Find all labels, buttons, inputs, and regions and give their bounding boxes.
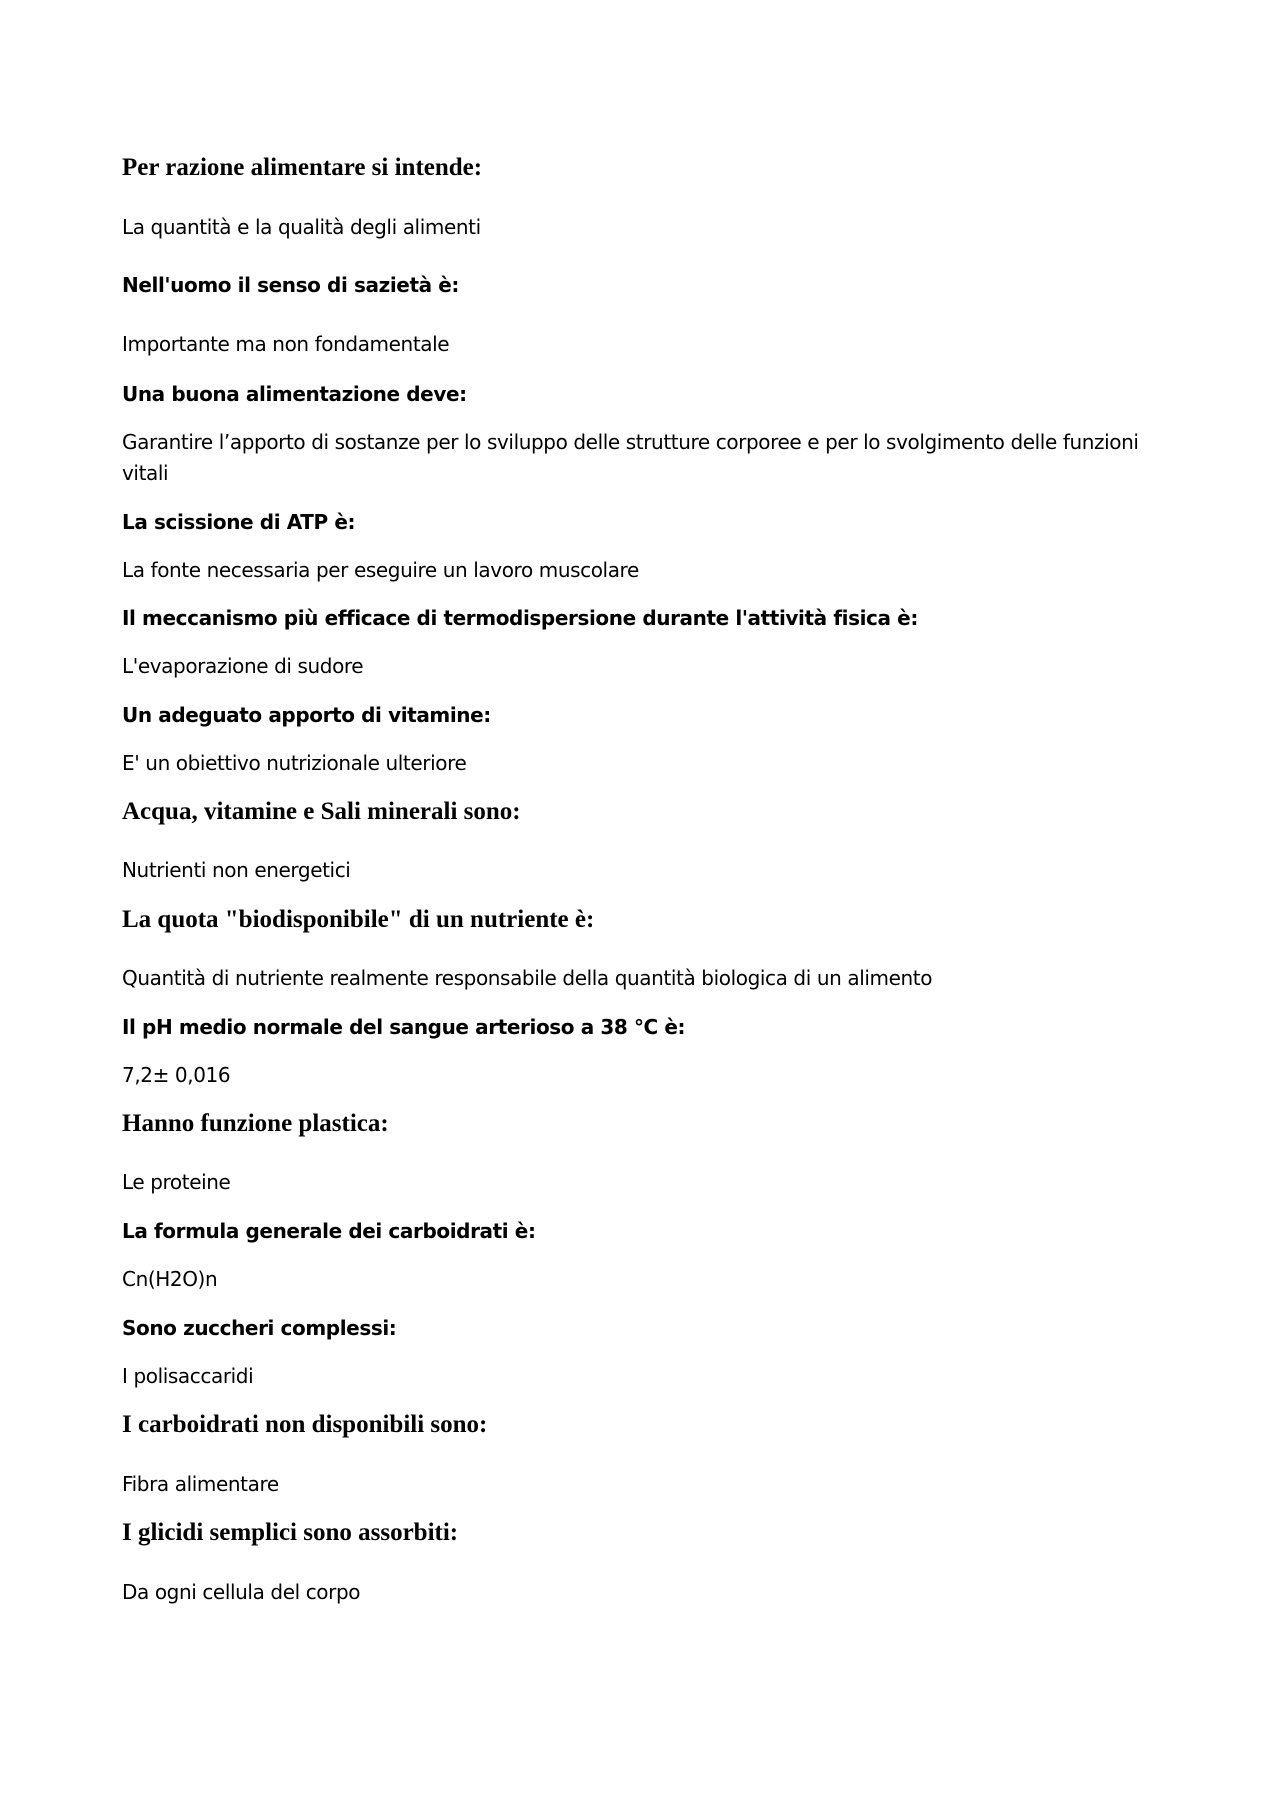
answer-1: La quantità e la qualità degli alimenti [122,215,481,239]
answer-14: Da ogni cellula del corpo [122,1580,361,1604]
question-12: Sono zuccheri complessi: [122,1316,397,1340]
answer-12: I polisaccaridi [122,1364,254,1388]
question-13: I carboidrati non disponibili sono: [122,1411,488,1438]
answer-13: Fibra alimentare [122,1472,279,1496]
question-7: Acqua, vitamine e Sali minerali sono: [122,798,521,825]
answer-10: Le proteine [122,1170,231,1194]
answer-6: E' un obiettivo nutrizionale ulteriore [122,751,467,775]
answer-2: Importante ma non fondamentale [122,332,450,356]
answer-7: Nutrienti non energetici [122,858,351,882]
question-6: Un adeguato apporto di vitamine: [122,703,491,727]
answer-9: 7,2± 0,016 [122,1063,231,1087]
question-5: Il meccanismo più efficace di termodispersione durante l'attività fisica è: [122,606,918,630]
answer-11: Cn(H2O)n [122,1267,218,1291]
answer-5: L'evaporazione di sudore [122,654,364,678]
answer-8: Quantità di nutriente realmente responsabile della quantità biologica di un alimento [122,966,933,990]
question-2: Nell'uomo il senso di sazietà è: [122,273,460,297]
question-10: Hanno funzione plastica: [122,1110,389,1137]
question-14: I glicidi semplici sono assorbiti: [122,1519,459,1546]
question-11: La formula generale dei carboidrati è: [122,1219,536,1243]
question-4: La scissione di ATP è: [122,510,356,534]
question-1: Per razione alimentare si intende: [122,154,483,181]
question-8: La quota "biodisponibile" di un nutriente è: [122,906,595,933]
question-3: Una buona alimentazione deve: [122,382,467,406]
question-9: Il pH medio normale del sangue arterioso a 38 °C è: [122,1015,686,1039]
answer-3: Garantire l’apporto di sostanze per lo sviluppo delle strutture corporee e per lo svolgimento delle funzioni vitali [122,430,1139,485]
answer-4: La fonte necessaria per eseguire un lavoro muscolare [122,558,639,582]
